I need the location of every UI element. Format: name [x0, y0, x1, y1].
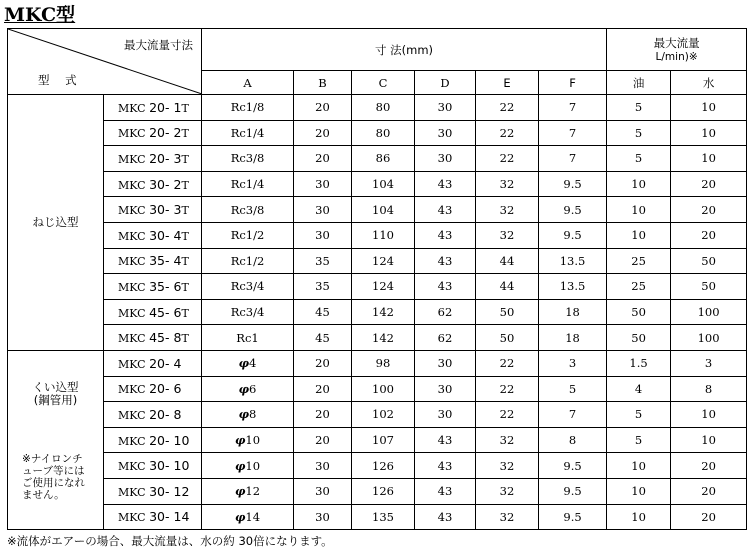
model-prefix: MKC: [118, 511, 150, 525]
table-row: [8, 478, 747, 504]
model-cell: [104, 299, 202, 325]
column-header-e: E: [476, 71, 539, 95]
diameter-symbol: φ: [234, 433, 246, 448]
model-cell: [104, 427, 202, 453]
cell-c: 86: [352, 146, 415, 172]
cell-f: 8: [539, 427, 607, 453]
cell-d: 43: [415, 197, 476, 223]
cell-f: 18: [539, 325, 607, 351]
model-suffix: T: [181, 332, 189, 346]
model-number: 20- 2: [149, 125, 182, 141]
cell-c: 80: [352, 95, 415, 121]
model-prefix: MKC: [118, 383, 150, 397]
cell-b: 20: [294, 402, 352, 428]
cell-a-value: Rc3/4: [230, 279, 265, 294]
header-dimensions-group: 寸 法(mm): [202, 29, 607, 71]
cell-a-value: Rc3/8: [230, 151, 265, 166]
model-suffix: T: [181, 101, 189, 115]
cell-f: 9.5: [539, 197, 607, 223]
cell-f: 9.5: [539, 222, 607, 248]
cell-oil: 25: [607, 248, 671, 274]
cell-e: 32: [476, 197, 539, 223]
cell-e: 22: [476, 120, 539, 146]
cell-c: 100: [352, 376, 415, 402]
type-note: [8, 453, 103, 501]
cell-oil: 10: [607, 171, 671, 197]
cell-a: [202, 402, 294, 428]
cell-a: [202, 171, 294, 197]
cell-e: 22: [476, 350, 539, 376]
cell-a-value: Rc1/4: [230, 125, 265, 140]
table-body: [8, 95, 747, 530]
cell-a: [202, 120, 294, 146]
model-number: 20- 3: [149, 150, 182, 166]
cell-c: 80: [352, 120, 415, 146]
cell-f: 9.5: [539, 171, 607, 197]
cell-a: [202, 453, 294, 479]
header-flow-line1: 最大流量: [653, 35, 700, 50]
cell-d: 62: [415, 299, 476, 325]
model-prefix: MKC: [118, 460, 150, 474]
cell-c: 110: [352, 222, 415, 248]
cell-d: 30: [415, 95, 476, 121]
table-row: [8, 120, 747, 146]
cell-f: 9.5: [539, 504, 607, 530]
header-flow-line2: L/min)※: [655, 50, 698, 63]
cell-c: 126: [352, 478, 415, 504]
cell-a: [202, 350, 294, 376]
model-number: 20- 8: [149, 406, 182, 422]
cell-d: 30: [415, 120, 476, 146]
model-prefix: MKC: [118, 306, 150, 320]
cell-b: 20: [294, 350, 352, 376]
cell-c: 142: [352, 325, 415, 351]
column-header-b: B: [294, 71, 352, 95]
cell-e: 32: [476, 453, 539, 479]
cell-c: 124: [352, 248, 415, 274]
cell-a-value: Rc1/8: [230, 100, 265, 115]
table-row: [8, 299, 747, 325]
spec-table: [7, 28, 747, 530]
model-number: 20- 6: [149, 381, 182, 397]
cell-b: 45: [294, 325, 352, 351]
type-label: [8, 381, 103, 407]
model-cell: [104, 453, 202, 479]
cell-d: 43: [415, 171, 476, 197]
column-header-oil: 油: [607, 71, 671, 95]
model-cell: [104, 274, 202, 300]
model-suffix: T: [181, 280, 189, 294]
model-prefix: MKC: [118, 152, 150, 166]
cell-f: 3: [539, 350, 607, 376]
model-number: 30- 2: [149, 176, 182, 192]
model-cell: [104, 504, 202, 530]
cell-f: 5: [539, 376, 607, 402]
cell-a-value: Rc1: [236, 330, 259, 345]
cell-water: 10: [671, 427, 747, 453]
header-model-label: 型 式: [38, 73, 83, 87]
cell-a-value: Rc3/8: [230, 202, 265, 217]
type-cell-group-1: [8, 350, 104, 529]
type-label-line: ねじ込型: [32, 214, 79, 229]
model-prefix: MKC: [118, 101, 150, 115]
cell-e: 44: [476, 274, 539, 300]
cell-e: 50: [476, 325, 539, 351]
cell-oil: 5: [607, 402, 671, 428]
model-prefix: MKC: [118, 255, 150, 269]
diameter-symbol: φ: [234, 458, 246, 473]
cell-f: 13.5: [539, 248, 607, 274]
cell-e: 32: [476, 171, 539, 197]
cell-oil: 50: [607, 299, 671, 325]
cell-a: [202, 299, 294, 325]
cell-d: 30: [415, 146, 476, 172]
cell-b: 30: [294, 197, 352, 223]
cell-e: 32: [476, 504, 539, 530]
cell-e: 32: [476, 427, 539, 453]
type-cell-group-0: [8, 95, 104, 351]
cell-c: 107: [352, 427, 415, 453]
type-note-line: ューブ等には: [22, 464, 85, 477]
cell-b: 30: [294, 222, 352, 248]
cell-water: 20: [671, 222, 747, 248]
model-cell: [104, 197, 202, 223]
cell-e: 32: [476, 478, 539, 504]
cell-water: 100: [671, 325, 747, 351]
cell-water: 10: [671, 402, 747, 428]
cell-oil: 5: [607, 427, 671, 453]
type-note-line: ※ナイロンチ: [22, 452, 83, 465]
cell-oil: 10: [607, 504, 671, 530]
model-number: 20- 10: [149, 432, 190, 448]
cell-e: 22: [476, 376, 539, 402]
cell-a: [202, 248, 294, 274]
cell-oil: 10: [607, 478, 671, 504]
model-cell: [104, 376, 202, 402]
cell-b: 35: [294, 274, 352, 300]
model-cell: [104, 402, 202, 428]
cell-f: 9.5: [539, 453, 607, 479]
cell-oil: 10: [607, 453, 671, 479]
cell-water: 8: [671, 376, 747, 402]
cell-d: 62: [415, 325, 476, 351]
cell-c: 124: [352, 274, 415, 300]
cell-d: 43: [415, 427, 476, 453]
model-prefix: MKC: [118, 332, 150, 346]
cell-e: 22: [476, 95, 539, 121]
page-title: MKC型: [4, 4, 76, 26]
type-label-line: (鋼管用): [33, 392, 78, 407]
table-row: [8, 402, 747, 428]
model-cell: [104, 120, 202, 146]
cell-c: 126: [352, 453, 415, 479]
table-row: [8, 325, 747, 351]
model-prefix: MKC: [118, 178, 150, 192]
cell-a-value: Rc1/4: [230, 177, 265, 192]
cell-a-value: Rc1/2: [230, 253, 265, 268]
cell-a: [202, 427, 294, 453]
column-header-c: C: [352, 71, 415, 95]
cell-water: 20: [671, 453, 747, 479]
model-suffix: T: [181, 306, 189, 320]
cell-d: 30: [415, 402, 476, 428]
table-row: [8, 95, 747, 121]
cell-b: 30: [294, 453, 352, 479]
table-row: [8, 504, 747, 530]
cell-c: 98: [352, 350, 415, 376]
cell-d: 43: [415, 478, 476, 504]
model-cell: [104, 146, 202, 172]
model-suffix: T: [181, 178, 189, 192]
header-flow-dimension-label: 最大流量寸法: [124, 38, 193, 52]
table-row: [8, 453, 747, 479]
table-row: [8, 427, 747, 453]
cell-a: [202, 376, 294, 402]
cell-water: 3: [671, 350, 747, 376]
model-prefix: MKC: [118, 357, 150, 371]
diameter-symbol: φ: [238, 356, 250, 371]
column-header-d: D: [415, 71, 476, 95]
model-number: 35- 4: [149, 253, 182, 269]
column-header-a: A: [202, 71, 294, 95]
cell-d: 30: [415, 350, 476, 376]
model-number: 20- 1: [149, 99, 182, 115]
model-prefix: MKC: [118, 485, 150, 499]
cell-e: 44: [476, 248, 539, 274]
cell-d: 43: [415, 248, 476, 274]
type-label-line: くい込型: [32, 379, 79, 394]
cell-a: [202, 146, 294, 172]
cell-e: 22: [476, 146, 539, 172]
cell-f: 7: [539, 402, 607, 428]
cell-a-value: 6: [249, 381, 257, 396]
model-suffix: T: [181, 204, 189, 218]
header-flow-group: [607, 29, 747, 71]
cell-b: 20: [294, 120, 352, 146]
column-header-water: 水: [671, 71, 747, 95]
cell-water: 10: [671, 95, 747, 121]
cell-water: 20: [671, 504, 747, 530]
cell-f: 9.5: [539, 478, 607, 504]
cell-a-value: 10: [245, 433, 261, 448]
cell-b: 30: [294, 478, 352, 504]
model-number: 30- 4: [149, 227, 182, 243]
cell-oil: 4: [607, 376, 671, 402]
cell-f: 7: [539, 120, 607, 146]
cell-water: 50: [671, 248, 747, 274]
cell-a-value: Rc1/2: [230, 228, 265, 243]
cell-d: 30: [415, 376, 476, 402]
cell-f: 7: [539, 95, 607, 121]
model-suffix: T: [181, 229, 189, 243]
model-cell: [104, 478, 202, 504]
diameter-symbol: φ: [234, 509, 246, 524]
cell-b: 20: [294, 95, 352, 121]
model-suffix: T: [181, 127, 189, 141]
model-number: 30- 14: [149, 509, 190, 525]
model-prefix: MKC: [118, 408, 150, 422]
cell-a-value: 8: [249, 407, 257, 422]
model-prefix: MKC: [118, 204, 150, 218]
cell-oil: 5: [607, 120, 671, 146]
model-number: 30- 12: [149, 483, 190, 499]
cell-d: 43: [415, 274, 476, 300]
cell-water: 100: [671, 299, 747, 325]
cell-e: 32: [476, 222, 539, 248]
table-row: [8, 376, 747, 402]
model-cell: [104, 325, 202, 351]
cell-b: 20: [294, 146, 352, 172]
model-suffix: T: [181, 255, 189, 269]
type-note-line: ません。: [22, 488, 65, 501]
model-prefix: MKC: [118, 229, 150, 243]
cell-oil: 10: [607, 222, 671, 248]
cell-water: 20: [671, 171, 747, 197]
table-row: [8, 171, 747, 197]
cell-water: 20: [671, 197, 747, 223]
header-corner-cell: [8, 29, 202, 95]
cell-c: 135: [352, 504, 415, 530]
model-number: 45- 6: [149, 304, 182, 320]
model-prefix: MKC: [118, 280, 150, 294]
model-number: 45- 8: [149, 330, 182, 346]
cell-c: 104: [352, 197, 415, 223]
cell-water: 20: [671, 478, 747, 504]
diameter-symbol: φ: [238, 407, 250, 422]
cell-a: [202, 504, 294, 530]
cell-oil: 25: [607, 274, 671, 300]
table-row: [8, 274, 747, 300]
cell-water: 10: [671, 120, 747, 146]
cell-d: 43: [415, 453, 476, 479]
cell-b: 35: [294, 248, 352, 274]
model-prefix: MKC: [118, 127, 150, 141]
table-row: [8, 197, 747, 223]
cell-water: 50: [671, 274, 747, 300]
diameter-symbol: φ: [234, 484, 246, 499]
cell-water: 10: [671, 146, 747, 172]
cell-a: [202, 274, 294, 300]
cell-b: 20: [294, 427, 352, 453]
model-cell: [104, 222, 202, 248]
model-number: 30- 10: [149, 458, 190, 474]
cell-a-value: Rc3/4: [230, 305, 265, 320]
cell-oil: 50: [607, 325, 671, 351]
cell-a-value: 4: [249, 356, 257, 371]
cell-oil: 5: [607, 95, 671, 121]
table-row: [8, 146, 747, 172]
model-number: 35- 6: [149, 278, 182, 294]
model-cell: [104, 350, 202, 376]
cell-a: [202, 95, 294, 121]
cell-c: 104: [352, 171, 415, 197]
cell-b: 45: [294, 299, 352, 325]
cell-a-value: 12: [245, 484, 261, 499]
model-number: 30- 3: [149, 202, 182, 218]
cell-b: 20: [294, 376, 352, 402]
type-label: [8, 216, 103, 229]
cell-f: 13.5: [539, 274, 607, 300]
footnote: ※流体がエアーの場合、最大流量は、水の約 30倍になります。: [7, 534, 333, 548]
cell-c: 102: [352, 402, 415, 428]
model-cell: [104, 248, 202, 274]
table-row: [8, 248, 747, 274]
model-prefix: MKC: [118, 434, 150, 448]
cell-a: [202, 478, 294, 504]
cell-a-value: 14: [245, 509, 261, 524]
cell-oil: 10: [607, 197, 671, 223]
cell-e: 22: [476, 402, 539, 428]
diameter-symbol: φ: [238, 381, 250, 396]
table-row: [8, 350, 747, 376]
model-suffix: T: [181, 152, 189, 166]
cell-d: 43: [415, 222, 476, 248]
cell-a: [202, 197, 294, 223]
type-note-line: ご使用になれ: [22, 476, 85, 489]
cell-e: 50: [476, 299, 539, 325]
cell-f: 7: [539, 146, 607, 172]
model-number: 20- 4: [149, 355, 182, 371]
column-header-f: F: [539, 71, 607, 95]
cell-oil: 1.5: [607, 350, 671, 376]
cell-a: [202, 325, 294, 351]
table-row: [8, 222, 747, 248]
model-cell: [104, 171, 202, 197]
cell-f: 18: [539, 299, 607, 325]
cell-b: 30: [294, 171, 352, 197]
cell-d: 43: [415, 504, 476, 530]
cell-b: 30: [294, 504, 352, 530]
cell-oil: 5: [607, 146, 671, 172]
cell-a: [202, 222, 294, 248]
cell-c: 142: [352, 299, 415, 325]
model-cell: [104, 95, 202, 121]
cell-a-value: 10: [245, 458, 261, 473]
